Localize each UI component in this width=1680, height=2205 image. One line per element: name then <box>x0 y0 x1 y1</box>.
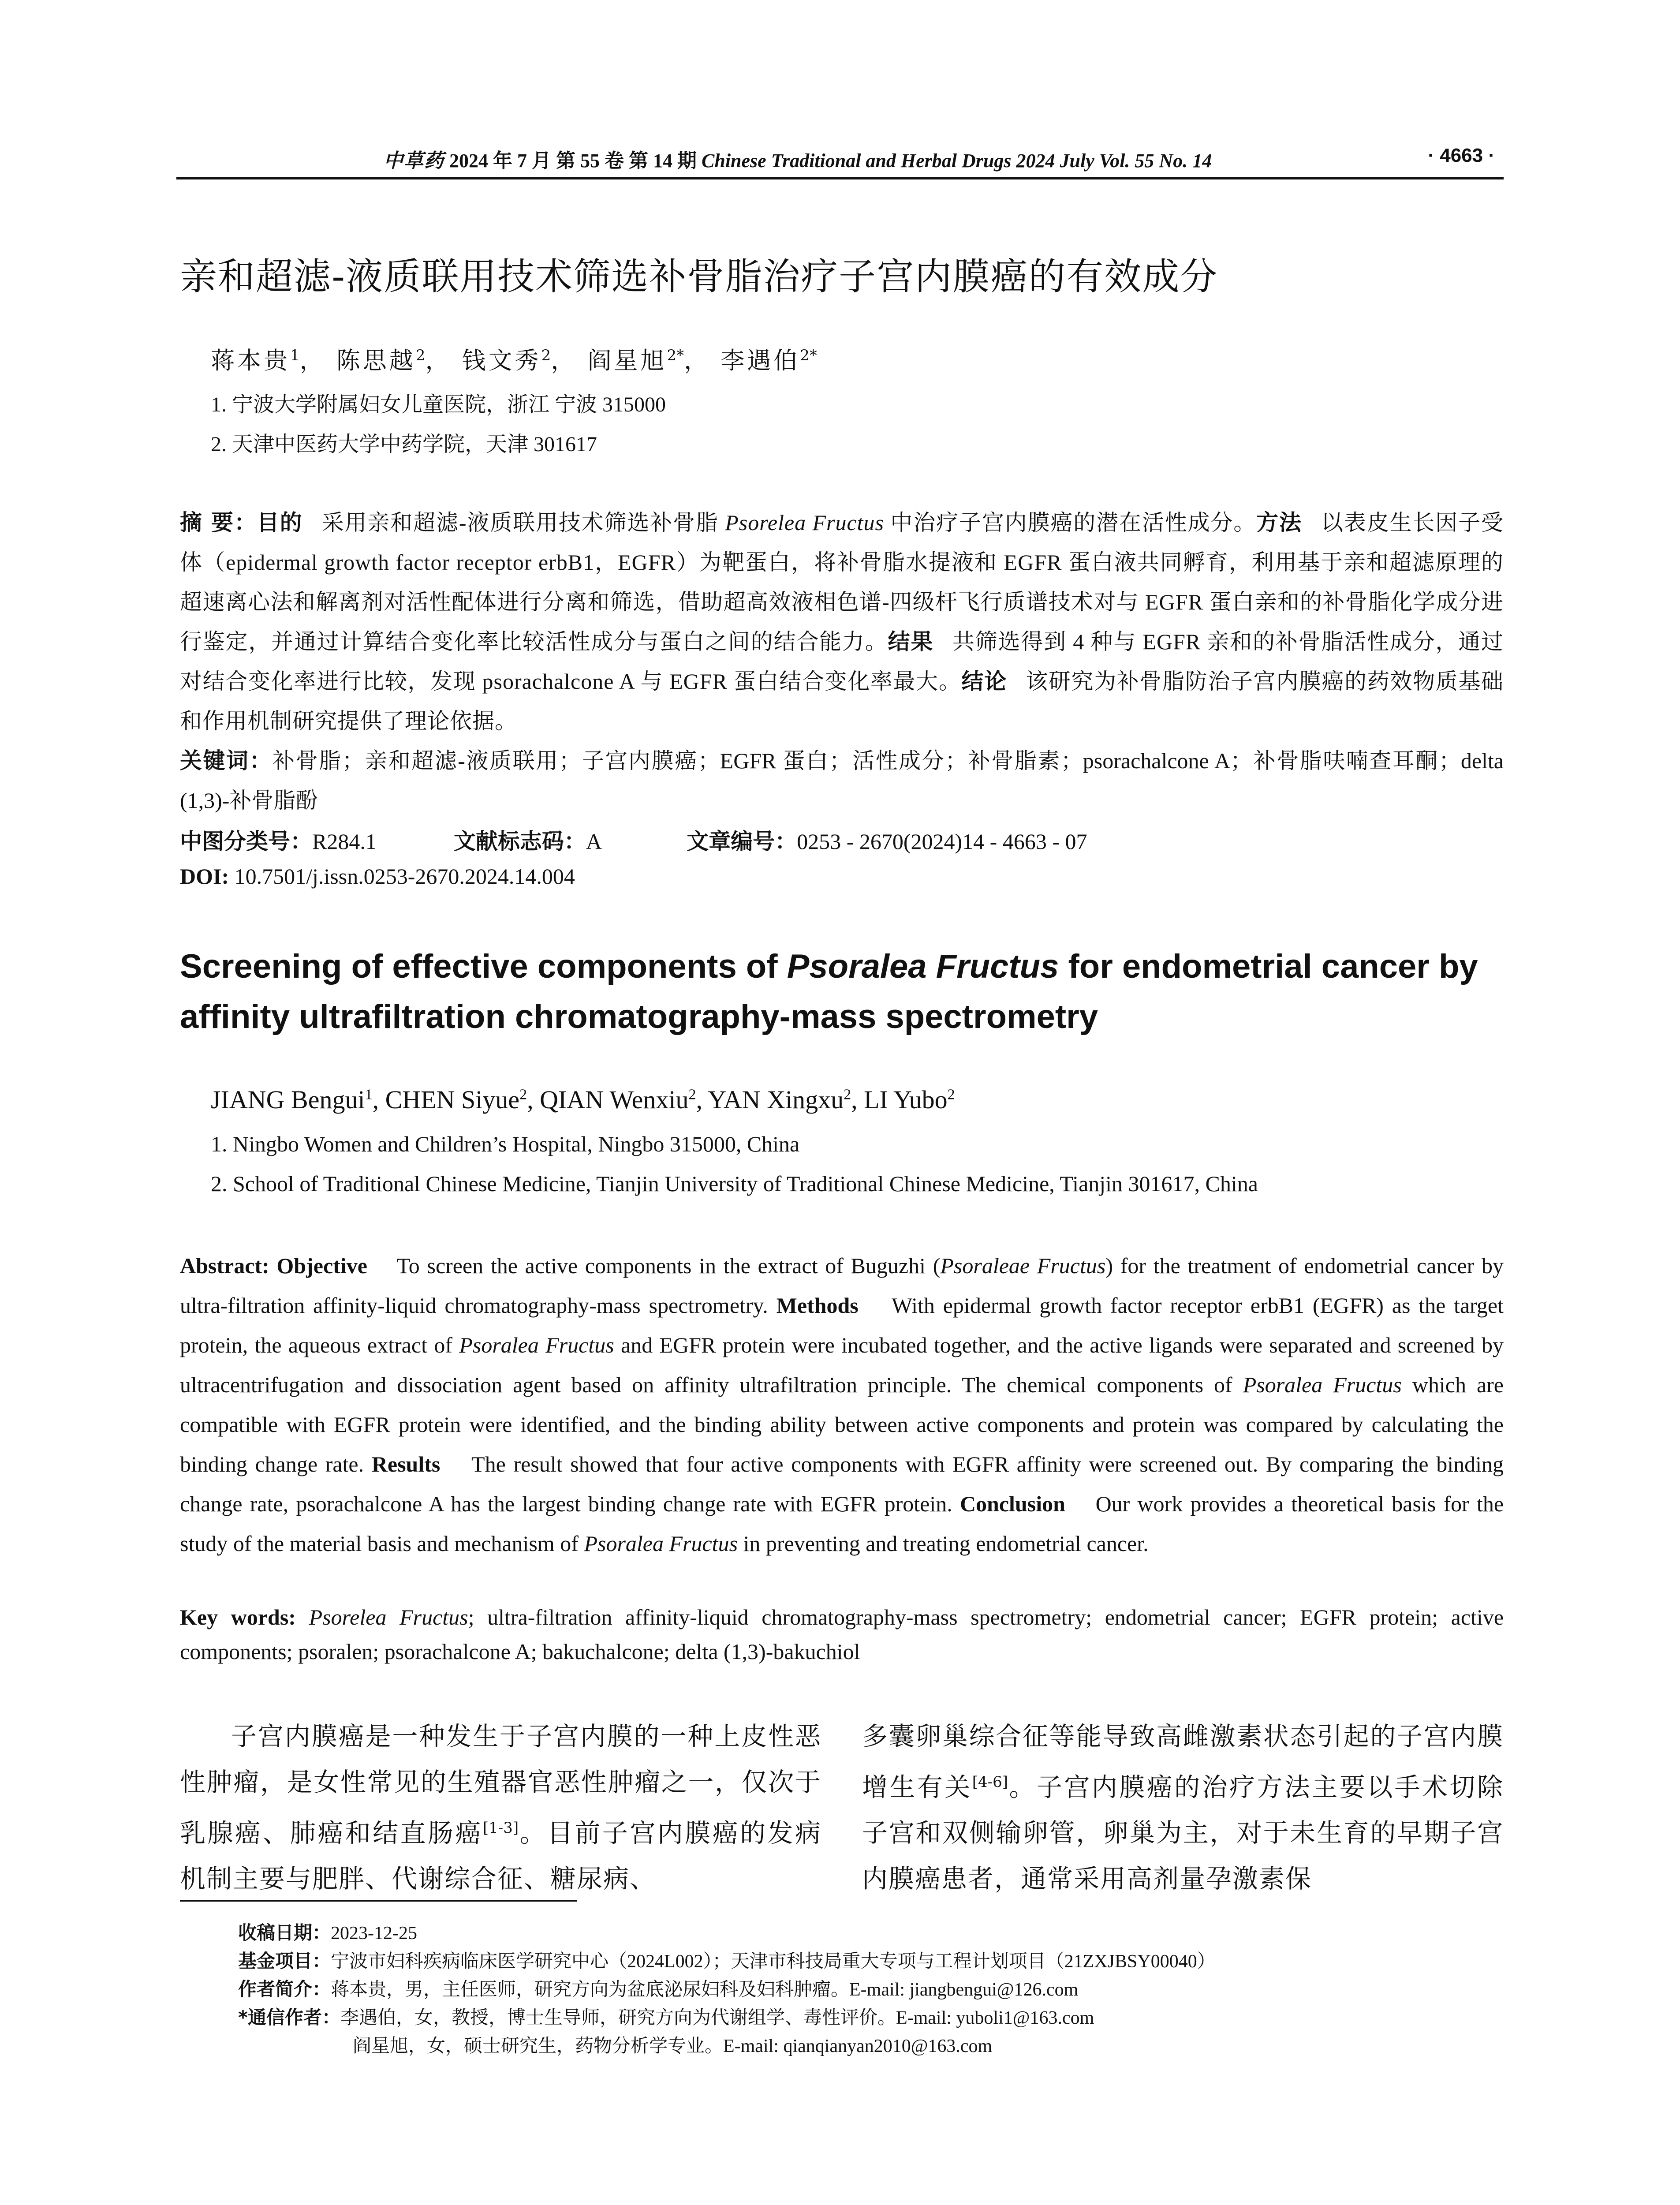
running-header <box>176 142 1504 179</box>
keywords-en-text: ; ultra-filtration affinity-liquid chromatography-mass spectrometry; endometrial cancer; EGFR protein; active components; psoralen; psorachalcone A; bakuchalcone; delta (1,3)-bakuchiol <box>180 1605 1504 1664</box>
body-left-text-b: 。目前子宫内膜癌的发病机制主要与肥胖、代谢综合征、糖尿病、 <box>180 1818 821 1894</box>
title-en-part1: Screening of effective components of <box>180 948 787 985</box>
objective-en-latin: Psoraleae Fructus <box>940 1253 1106 1278</box>
results-label-en: Results <box>371 1452 441 1476</box>
received-label: 收稿日期： <box>238 1922 331 1943</box>
footnote-corresponding-2: 阎星旭，女，硕士研究生，药物分析学专业。E-mail: qianqianyan2010@163.com <box>353 2036 993 2056</box>
author-sup: 2 <box>688 1086 696 1103</box>
clc-label: 中图分类号： <box>180 829 312 854</box>
conclusion-label-en: Conclusion <box>959 1491 1065 1516</box>
body-column-right <box>862 1713 1504 1902</box>
keywords-en <box>180 1600 1504 1669</box>
keywords-cn <box>180 741 1504 820</box>
keywords-en-label: Key words: <box>180 1605 296 1629</box>
author-cn: 陈思越 <box>336 347 416 374</box>
results-en-text: The result showed that four active components with EGFR affinity were screened out. By comparing the binding change rate, psorachalcone A has the largest binding change rate with EGFR protein. <box>180 1452 1504 1516</box>
objective-label-cn: 目的 <box>257 510 303 535</box>
methods-en-latin-2: Psoralea Fructus <box>1243 1372 1402 1397</box>
author-sup: 2* <box>800 347 817 364</box>
author-sup: 2 <box>541 347 551 364</box>
affiliation-cn-1: 1. 宁波大学附属妇女儿童医院，浙江 宁波 315000 <box>211 393 666 416</box>
methods-label-en: Methods <box>776 1293 859 1318</box>
corresponding-author-1: 李遇伯，女，教授，博士生导师，研究方向为代谢组学、毒性评价。E-mail: yuboli1@163.com <box>340 2008 1094 2028</box>
methods-en-latin-1: Psoralea Fructus <box>459 1333 614 1357</box>
author-cn: 李遇伯 <box>721 347 800 374</box>
journal-header-text <box>384 145 1212 173</box>
body-right-text-a: 多囊卵巢综合征等能导致高雌激素状态引起的子宫内膜增生有关 <box>862 1721 1504 1802</box>
abstract-cn <box>180 503 1504 741</box>
conclusion-cn-text: 该研究为补骨脂防治子宫内膜癌的药效物质基础和作用机制研究提供了理论依据。 <box>180 669 1504 733</box>
conclusion-en-latin: Psoralea Fructus <box>584 1531 738 1556</box>
conclusion-en-text-b: in preventing and treating endometrial cancer. <box>738 1531 1149 1556</box>
methods-en-text-b: and EGFR protein were incubated together, and the active ligands were separated and screened by ultracentrifugation and dissociation agent based on affinity ultrafiltration principle. The chemical components of <box>180 1333 1504 1397</box>
objective-en-text-b: ) for the treatment of endometrial cancer by ultra-filtration affinity-liquid chromatography-mass spectrometry. <box>180 1253 1504 1318</box>
article-number-label: 文章编号： <box>687 829 797 854</box>
results-cn-text: 共筛选得到 4 种与 EGFR 亲和的补骨脂活性成分，通过对结合变化率进行比较，发现 psorachalcone A 与 EGFR 蛋白结合变化率最大。 <box>180 629 1504 694</box>
citation-ref: [4-6] <box>972 1773 1008 1791</box>
title-en <box>180 942 1504 1042</box>
keywords-cn-label: 关键词： <box>180 748 273 774</box>
objective-cn-text-a: 采用亲和超滤-液质联用技术筛选补骨脂 <box>321 510 725 535</box>
body-right-text-b: 。子宫内膜癌的治疗方法主要以手术切除子宫和双侧输卵管，卵巢为主，对于未生育的早期子宫内膜癌患者，通常采用高剂量孕激素保 <box>862 1772 1504 1894</box>
objective-cn-latin: Psorelea Fructus <box>725 510 885 535</box>
clc-value: R284.1 <box>312 829 377 854</box>
methods-en-text-a: With epidermal growth factor receptor erbB1 (EGFR) as the target protein, the aqueous extract of <box>180 1293 1504 1357</box>
title-en-latin: Psoralea Fructus <box>787 948 1059 985</box>
methods-cn-text: 以表皮生长因子受体（epidermal growth factor receptor erbB1，EGFR）为靶蛋白，将补骨脂水提液和 EGFR 蛋白液共同孵育，利用基于亲和超滤原理的超速离心法和解离剂对活性配体进行分离和筛选，借助超高效液相色谱-四级杆飞行质谱技术对与 EGFR 蛋白亲和的补骨脂化学成分进行鉴定，并通过计算结合变化率比较活性成分与蛋白之间的结合能力。 <box>180 510 1504 654</box>
author-cn: 钱文秀 <box>462 347 541 374</box>
classification-line <box>180 824 1087 856</box>
author-sup: 2 <box>947 1086 955 1103</box>
author-sup: 2 <box>844 1086 851 1103</box>
author-sup: 1 <box>290 347 300 364</box>
author-en: QIAN Wenxiu <box>540 1085 689 1114</box>
footnote-corresponding <box>238 2003 1094 2029</box>
journal-name-en: Chinese Traditional and Herbal Drugs 2024 July Vol. 55 No. 14 <box>702 150 1212 172</box>
page-number: · 4663 · <box>1428 145 1495 166</box>
footnote-author <box>238 1975 1078 2001</box>
body-paragraph <box>180 1713 821 1902</box>
body-paragraph-continued <box>862 1713 1504 1902</box>
affiliation-en-2: 2. School of Traditional Chinese Medicine, Tianjin University of Traditional Chinese Medicine, Tianjin 301617, China <box>211 1171 1258 1196</box>
footnote-received <box>238 1918 417 1945</box>
author-cn: 阎星旭 <box>587 347 667 374</box>
authors-en: JIANG Bengui$^1$, CHEN Siyue$^2$, QIAN Wenxiu$^2$, YAN Xingxu$^2$, LI Yubo$^2$ <box>211 1085 955 1114</box>
doc-code-label: 文献标志码： <box>453 829 586 854</box>
author-sup: 1 <box>365 1086 373 1103</box>
author-en: CHEN Siyue <box>385 1085 520 1114</box>
conclusion-en-text-a: Our work provides a theoretical basis for the study of the material basis and mechanism of <box>180 1491 1504 1556</box>
doi-line <box>180 863 575 889</box>
author-en: JIANG Bengui <box>211 1085 365 1114</box>
methods-en-text-c: which are compatible with EGFR protein were identified, and the binding ability between active components and protein was compared by calculating the binding change rate. <box>180 1372 1504 1476</box>
author-cn: 蒋本贵 <box>211 347 290 374</box>
author-bio-label: 作者简介： <box>238 1978 331 2000</box>
footnote-fund <box>238 1947 1216 1973</box>
doc-code-value: A <box>586 829 601 854</box>
author-sup: 2* <box>667 347 684 364</box>
journal-logo-cn: 中草药 <box>384 149 444 172</box>
issue-cn: 2024 年 7 月 第 55 卷 第 14 期 <box>449 150 697 172</box>
doi-value: 10.7501/j.issn.0253-2670.2024.14.004 <box>234 864 575 889</box>
objective-en-text-a: To screen the active components in the extract of Buguzhi ( <box>396 1253 941 1278</box>
abstract-en-label: Abstract: Objective <box>180 1253 367 1278</box>
authors-cn: 蒋本贵$^1$， 陈思越$^2$， 钱文秀$^2$， 阎星旭$^{2*}$， 李遇伯$^{2*}$ <box>211 347 817 374</box>
body-column-left <box>180 1713 821 1902</box>
author-sup: 2 <box>415 347 426 364</box>
article-number-value: 0253 - 2670(2024)14 - 4663 - 07 <box>797 829 1087 854</box>
keywords-en-latin: Psorelea Fructus <box>309 1605 468 1629</box>
citation-ref: [1-3] <box>482 1819 519 1837</box>
author-sup: 2 <box>519 1086 527 1103</box>
author-en: YAN Xingxu <box>708 1085 844 1114</box>
conclusion-label-cn: 结论 <box>961 669 1007 694</box>
title-en-part2: for endometrial cancer by affinity ultrafiltration chromatography-mass spectrometry <box>180 948 1478 1035</box>
body-left-text-a: 子宫内膜癌是一种发生于子宫内膜的一种上皮性恶性肿瘤，是女性常见的生殖器官恶性肿瘤之一，仅次于乳腺癌、肺癌和结直肠癌 <box>180 1721 821 1848</box>
keywords-cn-text: 补骨脂；亲和超滤-液质联用；子宫内膜癌；EGFR 蛋白；活性成分；补骨脂素；psorachalcone A；补骨脂呋喃查耳酮；delta (1,3)-补骨脂酚 <box>180 748 1504 813</box>
objective-cn-text-b: 中治疗子宫内膜癌的潜在活性成分。 <box>884 510 1257 535</box>
results-label-cn: 结果 <box>888 629 934 654</box>
title-cn: 亲和超滤-液质联用技术筛选补骨脂治疗子宫内膜癌的有效成分 <box>180 255 1218 298</box>
corresponding-label: *通信作者： <box>238 2007 340 2028</box>
received-value: 2023-12-25 <box>331 1923 417 1943</box>
author-en: LI Yubo <box>864 1085 948 1114</box>
affiliation-en-1: 1. Ningbo Women and Children’s Hospital, Ningbo 315000, China <box>211 1132 800 1156</box>
doi-label: DOI: <box>180 864 229 889</box>
abstract-cn-label: 摘 要： <box>180 510 257 535</box>
abstract-en <box>180 1246 1504 1563</box>
methods-label-cn: 方法 <box>1256 510 1302 535</box>
fund-label: 基金项目： <box>238 1950 331 1972</box>
author-bio-value: 蒋本贵，男，主任医师，研究方向为盆底泌尿妇科及妇科肿瘤。E-mail: jiangbengui@126.com <box>331 1980 1079 2000</box>
footnote-divider <box>180 1900 577 1902</box>
affiliation-cn-2: 2. 天津中医药大学中药学院，天津 301617 <box>211 433 597 456</box>
fund-value: 宁波市妇科疾病临床医学研究中心（2024L002）；天津市科技局重大专项与工程计划项目（21ZXJBSY00040） <box>331 1951 1216 1972</box>
